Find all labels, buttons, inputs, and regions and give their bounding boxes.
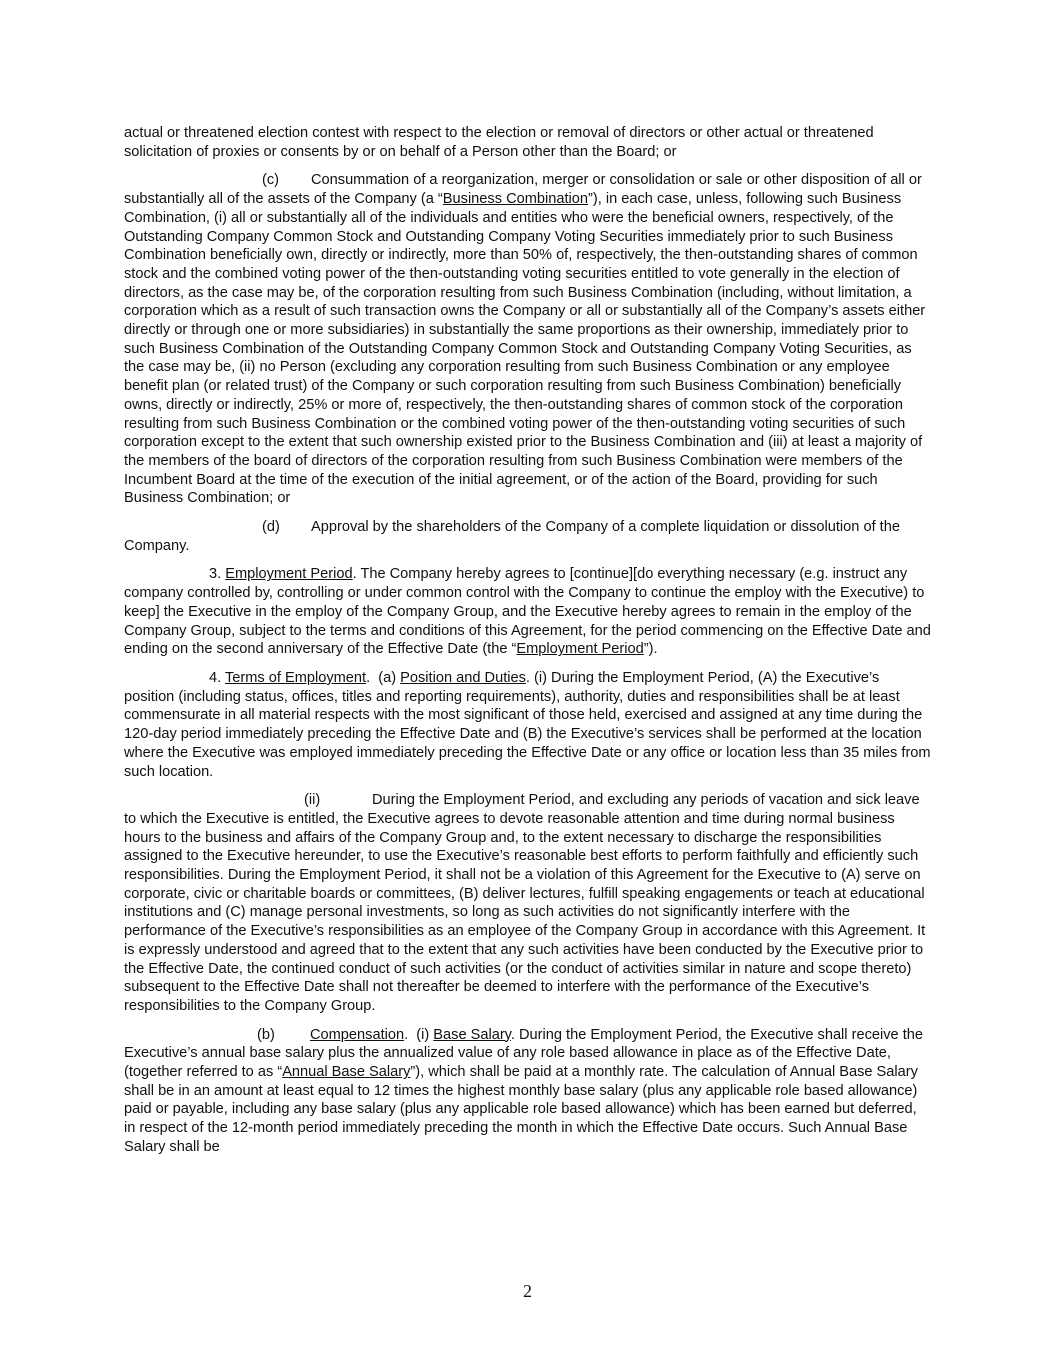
paragraph-b-text-1: . During the Employment Period, the Executive shall receive the Executive’s annual base salary plus the annualized value of any role based allowance in place as of the Effective Date, (together referred to as “ <box>124 1026 923 1081</box>
defined-term-annual-base-salary: Annual Base Salary <box>282 1064 411 1081</box>
section-3-employment-period <box>124 565 932 659</box>
clause-label-c: (c) <box>262 172 280 189</box>
paragraph-b-compensation <box>124 1026 932 1157</box>
section-4-terms-of-employment <box>124 669 932 781</box>
paragraph-c-text-1: Consummation of a reorganization, merger or consolidation or sale or other disposition of all or substantially all of the assets of the Company (a “ <box>124 172 922 208</box>
document-body <box>124 124 932 1167</box>
section-4-separator: . (a) <box>366 669 401 686</box>
defined-term-employment-period: Employment Period <box>516 641 644 658</box>
clause-label-b: (b) <box>257 1026 275 1043</box>
section-4a-heading: Position and Duties <box>400 669 526 686</box>
paragraph-d <box>124 518 932 555</box>
clause-label-d: (d) <box>262 519 280 536</box>
paragraph-top-text: actual or threatened election contest with respect to the election or removal of directors or other actual or threatened solicitation of proxies or consents by or on behalf of a Person other than the Board; or <box>124 125 874 160</box>
defined-term-business-combination: Business Combination <box>442 191 589 208</box>
paragraph-ii-text: During the Employment Period, and excluding any periods of vacation and sick leave to which the Executive is entitled, the Executive agrees to devote reasonable attention and time during normal business hours to the business and affairs of the Company Group and, to the extent necessary to discharge the responsibilities assigned to the Executive hereunder, to use the Executive’s reasonable best efforts to perform faithfully and efficiently such responsibilities. During the Employment Period, it shall not be a violation of this Agreement for the Executive to (A) serve on corporate, civic or charitable boards or committees, (B) deliver lectures, fulfill speaking engagements or teach at educational institutions and (C) manage personal investments, so long as such activities do not significantly interfere with the performance of the Executive’s responsibilities as an employee of the Company Group in accordance with this Agreement. It is expressly understood and agreed that to the extent that any such activities have been conducted by the Executive prior to the Effective Date, the continued conduct of such activities (or the conduct of activities similar in nature and scope thereto) subsequent to the Effective Date shall not thereafter be deemed to interfere with the performance of the Executive’s responsibilities to the Company Group. <box>124 792 926 1014</box>
section-4-heading: Terms of Employment <box>224 669 367 686</box>
clause-label-ii: (ii) <box>304 792 321 809</box>
section-3-text-2: ”). <box>643 641 658 658</box>
page-number: 2 <box>523 1281 532 1301</box>
section-3-number: 3. <box>209 566 222 583</box>
paragraph-top <box>124 124 932 161</box>
paragraph-b-text-2: ”), which shall be paid at a monthly rate. The calculation of Annual Base Salary shall be in an amount at least equal to 12 times the highest monthly base salary (plus any applicable role based allowance) paid or payable, including any base salary (plus any applicable role based allowance) which has been earned but deferred, in respect of the 12-month period immediately preceding the month in which the Effective Date occurs. Such Annual Base Salary shall be <box>124 1064 918 1155</box>
base-salary-heading: Base Salary <box>433 1026 511 1043</box>
paragraph-ii <box>124 791 932 1015</box>
section-3-text-1: . The Company hereby agrees to [continue][do everything necessary (e.g. instruct any company controlled by, controlling or under common control with the Company to continue the employ with the Executive) to keep] the Executive in the employ of the Company Group, and the Executive hereby agrees to remain in the employ of the Company Group, subject to the terms and conditions of this Agreement, for the period commencing on the Effective Date and ending on the second anniversary of the Effective Date (the “ <box>124 566 931 658</box>
compensation-separator: . (i) <box>404 1026 434 1043</box>
section-3-heading: Employment Period <box>225 566 353 583</box>
paragraph-c <box>124 171 932 508</box>
compensation-heading: Compensation <box>310 1026 405 1043</box>
paragraph-d-text: Approval by the shareholders of the Company of a complete liquidation or dissolution of the Company. <box>124 519 900 554</box>
paragraph-c-text-2: ”), in each case, unless, following such Business Combination, (i) all or substantially all of the individuals and entities who were the beneficial owners, respectively, of the Outstanding Company Common Stock and Outstanding Company Voting Securities immediately prior to such Business Combination beneficially own, directly or indirectly, more than 50% of, respectively, the then-outstanding shares of common stock and the combined voting power of the then-outstanding voting securities entitled to vote generally in the election of directors, as the case may be, of the corporation resulting from such Business Combination (including, without limitation, a corporation which as a result of such transaction owns the Company or all or substantially all of the Company’s assets either directly or through one or more subsidiaries) in substantially the same proportions as their ownership, immediately prior to such Business Combination of the Outstanding Company Common Stock and Outstanding Company Voting Securities, as the case may be, (ii) no Person (excluding any corporation resulting from such Business Combination or any employee benefit plan (or related trust) of the Company or such corporation resulting from such Business Combination) beneficially owns, directly or indirectly, 25% or more of, respectively, the then-outstanding shares of common stock of the corporation resulting from such Business Combination or the combined voting power of the then-outstanding voting securities of such corporation except to the extent that such ownership existed prior to the Business Combination and (iii) at least a majority of the members of the board of directors of the corporation resulting from such Business Combination were members of the Incumbent Board at the time of the execution of the initial agreement, or of the action of the Board, providing for such Business Combination; or <box>124 191 926 507</box>
section-4a-text: . (i) During the Employment Period, (A) the Executive’s position (including status, offices, titles and reporting requirements), authority, duties and responsibilities shall be at least commensurate in all material respects with the most significant of those held, exercised and assigned at any time during the 120-day period immediately preceding the Effective Date and (B) the Executive’s services shall be performed at the location where the Executive was employed immediately preceding the Effective Date or any office or location less than 35 miles from such location. <box>124 669 931 780</box>
section-4-number: 4. <box>209 669 222 686</box>
